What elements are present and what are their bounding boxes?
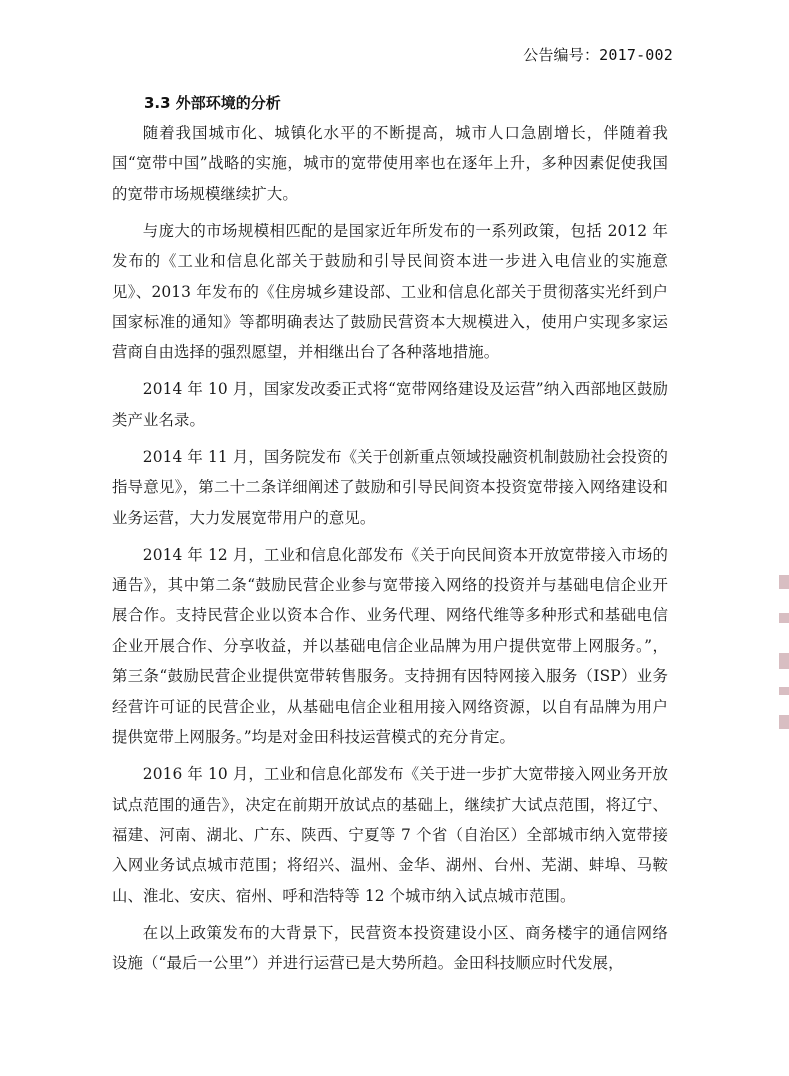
seal-fragment (779, 575, 789, 589)
paragraph: 与庞大的市场规模相匹配的是国家近年所发布的一系列政策，包括 2012 年发布的《工业和信息化部关于鼓励和引导民间资本进一步进入电信业的实施意见》、2013 年发布的《住房城乡建设部、工业和信息化部关于贯彻落实光纤到户国家标准的通知》等都明确表达了鼓励民营资本大规模进入，使用户实现多家运营商自由选择的强烈愿望，并相继出台了各种落地措施。 (112, 221, 668, 362)
seal-fragment (779, 613, 789, 623)
notice-number: 公告编号：2017-002 (523, 46, 673, 64)
seal-fragment (779, 653, 789, 669)
seal-fragment (779, 687, 789, 695)
body-text (112, 118, 668, 985)
paragraph: 2014 年 11 月，国务院发布《关于创新重点领域投融资机制鼓励社会投资的指导意见》，第二十二条详细阐述了鼓励和引导民间资本投资宽带接入网络建设和业务运营，大力发展宽带用户的意见。 (112, 447, 668, 527)
paragraph: 2016 年 10 月，工业和信息化部发布《关于进一步扩大宽带接入网业务开放试点范围的通告》，决定在前期开放试点的基础上，继续扩大试点范围，将辽宁、福建、河南、湖北、广东、陕西、宁夏等 7 个省（自治区）全部城市纳入宽带接入网业务试点城市范围；将绍兴、温州、金华、湖州、台州、芜湖、蚌埠、马鞍山、淮北、安庆、宿州、呼和浩特等 12 个城市纳入试点城市范围。 (112, 765, 668, 905)
paragraph: 随着我国城市化、城镇化水平的不断提高，城市人口急剧增长，伴随着我国“宽带中国”战略的实施，城市的宽带使用率也在逐年上升，多种因素促使我国的宽带市场规模继续扩大。 (112, 124, 668, 203)
paragraph: 2014 年 10 月，国家发改委正式将“宽带网络建设及运营”纳入西部地区鼓励类产业名录。 (112, 380, 668, 429)
section-title: 3.3 外部环境的分析 (144, 94, 281, 112)
paragraph: 在以上政策发布的大背景下，民营资本投资建设小区、商务楼宇的通信网络设施（“最后一公里”）并进行运营已是大势所趋。金田科技顺应时代发展， (112, 923, 668, 973)
seal-fragment (779, 715, 789, 729)
seal-edge-mark (775, 575, 789, 745)
paragraph: 2014 年 12 月，工业和信息化部发布《关于向民间资本开放宽带接入市场的通告》，其中第二条“鼓励民营企业参与宽带接入网络的投资并与基础电信企业开展合作。支持民营企业以资本合作、业务代理、网络代维等多种形式和基础电信企业开展合作、分享收益，并以基础电信企业品牌为用户提供宽带上网服务。”，第三条“鼓励民营企业提供宽带转售服务。支持拥有因特网接入服务（ISP）业务经营许可证的民营企业，从基础电信企业租用接入网络资源，以自有品牌为用户提供宽带上网服务。”均是对金田科技运营模式的充分肯定。 (112, 545, 668, 747)
